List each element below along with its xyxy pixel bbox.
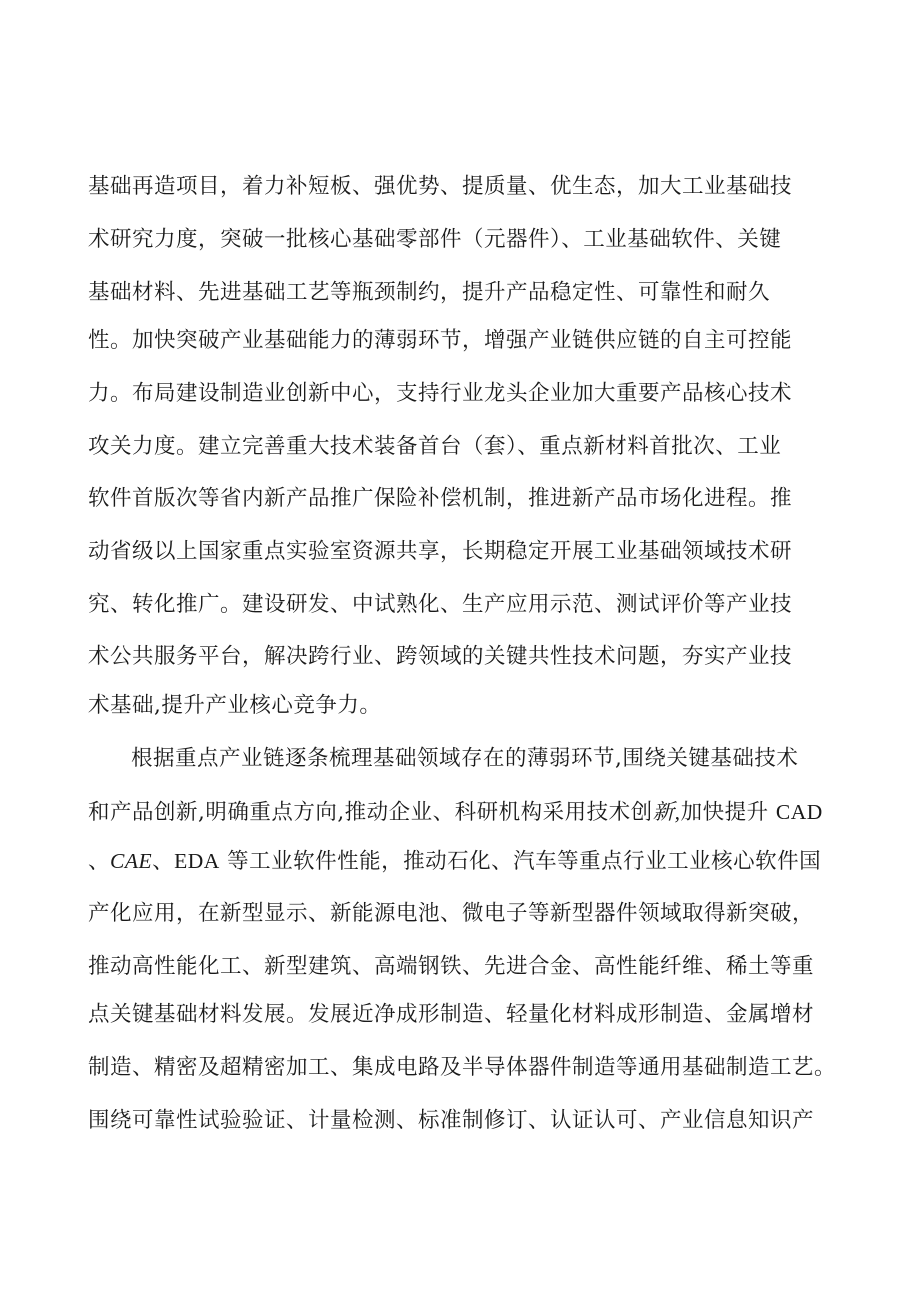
paragraph-2-line-7: 制造、精密及超精密加工、集成电路及半导体器件制造等通用基础制造工艺。 [88,1055,837,1080]
paragraph-2-line-4: 产化应用，在新型显示、新能源电池、微电子等新型器件领域取得新突破， [88,901,815,926]
paragraph-2-line-1: 根据重点产业链逐条梳理基础领域存在的薄弱环节,围绕关键基础技术 [131,746,799,771]
paragraph-2-line-6: 点关键基础材料发展。发展近净成形制造、轻量化材料成形制造、金属增材 [88,1002,815,1027]
paragraph-2-line-5: 推动高性能化工、新型建筑、高端钢铁、先进合金、高性能纤维、稀土等重 [88,954,815,979]
paragraph-1-line-7: 软件首版次等省内新产品推广保险补偿机制，推进新产品市场化进程。推 [88,486,793,511]
paragraph-2-line-3-cae: CAE [110,849,153,873]
paragraph-1-line-5: 力。布局建设制造业创新中心，支持行业龙头企业加大重要产品核心技术 [88,381,793,406]
paragraph-2-line-2-text: 和产品创新,明确重点方向,推动企业、科研机构采用技术创 [88,800,653,825]
paragraph-2-line-2-cad: CAD [775,800,823,824]
paragraph-2-line-3-sep-b: 、 [152,849,175,874]
paragraph-2-line-3-text: 等工业软件性能，推动石化、汽车等重点行业工业核心软件国 [227,849,822,874]
paragraph-1-line-11: 术基础,提升产业核心竞争力。 [88,693,382,718]
paragraph-1-line-10: 术公共服务平台，解决跨行业、跨领域的关键共性技术问题，夯实产业技 [88,644,793,669]
paragraph-1-line-6: 攻关力度。建立完善重大技术装备首台（套）、重点新材料首批次、工业 [88,434,782,459]
paragraph-1-line-8: 动省级以上国家重点实验室资源共享，长期稳定开展工业基础领域技术研 [88,539,793,564]
paragraph-1-line-1: 基础再造项目，着力补短板、强优势、提质量、优生态，加大工业基础技 [88,174,793,199]
paragraph-1-line-3: 基础材料、先进基础工艺等瓶颈制约，提升产品稳定性、可靠性和耐久 [88,280,771,305]
paragraph-2-line-2-text-b: 加快提升 [680,800,769,825]
paragraph-1-line-2: 术研究力度，突破一批核心基础零部件（元器件）、工业基础软件、关键 [88,227,782,252]
paragraph-2-line-2-italic: 新, [652,800,681,824]
paragraph-1-line-9: 究、转化推广。建设研发、中试熟化、生产应用示范、测试评价等产业技 [88,592,793,617]
paragraph-2-line-3-eda: EDA [174,849,220,873]
paragraph-2-line-3-sep-a: 、 [88,849,111,874]
paragraph-1-line-4: 性。加快突破产业基础能力的薄弱环节，增强产业链供应链的自主可控能 [88,328,793,353]
paragraph-2-line-8: 围绕可靠性试验验证、计量检测、标准制修订、认证认可、产业信息知识产 [88,1108,815,1133]
paragraph-2-line-2 [88,797,823,828]
paragraph-2-line-3 [88,846,821,877]
